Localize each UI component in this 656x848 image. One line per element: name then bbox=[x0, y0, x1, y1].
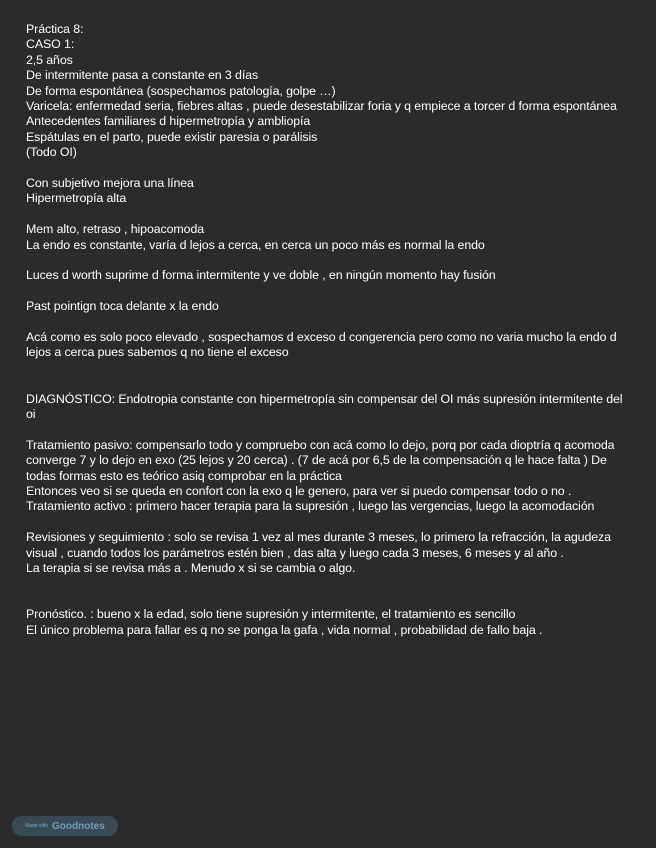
note-line: Antecedentes familiares d hipermetropía y ambliopía bbox=[26, 114, 311, 129]
note-paragraph: Acá como es solo poco elevado , sospechamos d exceso d congerencia pero como no varia mucho la endo d lejos a cerca pues sabemos q no tiene el exceso bbox=[26, 330, 617, 360]
note-line: CASO 1: bbox=[26, 37, 75, 52]
note-line: De forma espontánea (sospechamos patología, golpe …) bbox=[26, 83, 336, 98]
made-with-label: Made with bbox=[25, 823, 48, 829]
diagnosis-paragraph: DIAGNÓSTICO: Endotropia constante con hipermetropía sin compensar del OI más supresión intermitente del oi bbox=[26, 391, 623, 422]
note-text bbox=[26, 22, 634, 638]
note-paragraph: Entonces veo si se queda en confort con la exo q le genero, para ver si puedo compensar todo o no . bbox=[26, 484, 572, 499]
note-paragraph: Revisiones y seguimiento : solo se revisa 1 vez al mes durante 3 meses, lo primero la refracción, la agudeza visual , cuando todos los parámetros estén bien , das alta y luego cada 3 meses, 6 meses y al año . bbox=[26, 530, 611, 560]
note-line: Past pointign toca delante x la endo bbox=[26, 299, 219, 314]
note-paragraph: Tratamiento pasivo: compensarlo todo y compruebo con acá como lo dejo, porq por cada dioptría q acomoda converge 7 y lo dejo en exo (25 lejos y 20 cerca) . (7 de acá por 6,5 de la compensación q le hace falta ) De todas formas esto es teórico asiq comprobar en la práctica bbox=[26, 437, 615, 483]
note-line: 2,5 años bbox=[26, 52, 73, 67]
note-line: (Todo OI) bbox=[26, 145, 77, 160]
note-line: La endo es constante, varía d lejos a cerca, en cerca un poco más es normal la endo bbox=[26, 237, 485, 252]
note-line: Hipermetropía alta bbox=[26, 191, 127, 206]
note-line: El único problema para fallar es q no se ponga la gafa , vida normal , probabilidad de fallo baja . bbox=[26, 622, 543, 637]
note-line: Mem alto, retraso , hipoacomoda bbox=[26, 222, 205, 237]
note-paragraph: Varicela: enfermedad seria, fiebres altas , puede desestabilizar foria y q empiece a torcer d forma espontánea bbox=[26, 99, 617, 114]
note-line: Práctica 8: bbox=[26, 22, 84, 36]
goodnotes-logo: Goodnotes bbox=[52, 820, 105, 832]
note-paragraph: Tratamiento activo : primero hacer terapia para la supresión , luego las vergencias, luego la acomodación bbox=[26, 499, 595, 514]
goodnotes-badge bbox=[12, 816, 118, 836]
prognosis-line: Pronóstico. : bueno x la edad, solo tiene supresión y intermitente, el tratamiento es sencillo bbox=[26, 607, 516, 622]
note-line: Luces d worth suprime d forma intermitente y ve doble , en ningún momento hay fusión bbox=[26, 268, 496, 283]
note-line: La terapia si se revisa más a . Menudo x si se cambia o algo. bbox=[26, 561, 356, 576]
note-line: Con subjetivo mejora una línea bbox=[26, 176, 194, 191]
note-line: Espátulas en el parto, puede existir paresia o parálisis bbox=[26, 129, 318, 144]
note-line: De intermitente pasa a constante en 3 días bbox=[26, 68, 259, 83]
